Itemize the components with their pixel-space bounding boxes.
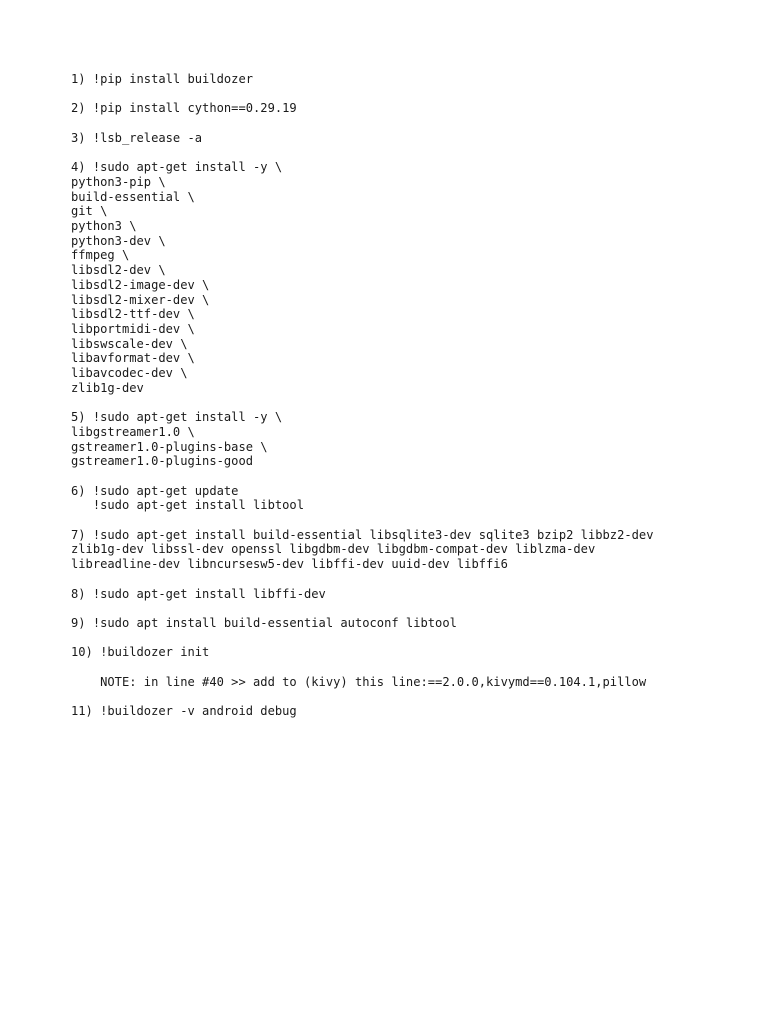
step-line: python3-pip \ bbox=[71, 174, 166, 189]
step-line: libswscale-dev \ bbox=[71, 336, 188, 351]
instruction-text bbox=[71, 72, 751, 733]
step-block bbox=[71, 528, 751, 572]
step-block bbox=[71, 616, 751, 631]
step-line: gstreamer1.0-plugins-good bbox=[71, 454, 254, 469]
step-block bbox=[71, 160, 751, 395]
step-block bbox=[71, 101, 751, 116]
step-line: 9) !sudo apt install build-essential autoconf libtool bbox=[71, 615, 457, 630]
step-line: 1) !pip install buildozer bbox=[71, 72, 254, 86]
step-line: 10) !buildozer init bbox=[71, 645, 210, 660]
step-line: libsdl2-mixer-dev \ bbox=[71, 292, 210, 307]
step-line: 7) !sudo apt-get install build-essential libsqlite3-dev sqlite3 bzip2 libbz2-dev bbox=[71, 527, 654, 542]
step-line: python3 \ bbox=[71, 218, 137, 233]
step-line: libgstreamer1.0 \ bbox=[71, 424, 195, 439]
step-line: zlib1g-dev bbox=[71, 380, 144, 395]
step-block bbox=[71, 587, 751, 602]
step-block bbox=[71, 704, 751, 719]
step-line: 4) !sudo apt-get install -y \ bbox=[71, 160, 283, 175]
step-line: libsdl2-dev \ bbox=[71, 263, 166, 278]
step-line: libreadline-dev libncursesw5-dev libffi-dev uuid-dev libffi6 bbox=[71, 557, 508, 572]
step-line: python3-dev \ bbox=[71, 233, 166, 248]
step-line: libavcodec-dev \ bbox=[71, 366, 188, 381]
step-line: 3) !lsb_release -a bbox=[71, 130, 203, 145]
step-block bbox=[71, 675, 751, 690]
step-line: libavformat-dev \ bbox=[71, 351, 195, 366]
step-line: gstreamer1.0-plugins-base \ bbox=[71, 439, 268, 454]
step-line: zlib1g-dev libssl-dev openssl libgdbm-dev libgdbm-compat-dev liblzma-dev bbox=[71, 542, 596, 557]
step-block bbox=[71, 410, 751, 469]
step-block bbox=[71, 645, 751, 660]
step-block bbox=[71, 72, 751, 87]
step-block bbox=[71, 131, 751, 146]
step-line: build-essential \ bbox=[71, 189, 195, 204]
step-line: 6) !sudo apt-get update bbox=[71, 483, 239, 498]
step-line: libportmidi-dev \ bbox=[71, 321, 195, 336]
step-line: 2) !pip install cython==0.29.19 bbox=[71, 101, 297, 116]
step-line: !sudo apt-get install libtool bbox=[71, 498, 304, 513]
step-line: NOTE: in line #40 >> add to (kivy) this line:==2.0.0,kivymd==0.104.1,pillow bbox=[71, 674, 647, 689]
step-line: libsdl2-ttf-dev \ bbox=[71, 307, 195, 322]
step-line: libsdl2-image-dev \ bbox=[71, 277, 210, 292]
step-line: git \ bbox=[71, 204, 108, 219]
step-line: 5) !sudo apt-get install -y \ bbox=[71, 410, 283, 425]
step-line: 8) !sudo apt-get install libffi-dev bbox=[71, 586, 326, 601]
step-line: 11) !buildozer -v android debug bbox=[71, 704, 297, 719]
step-block bbox=[71, 484, 751, 513]
step-line: ffmpeg \ bbox=[71, 248, 130, 263]
